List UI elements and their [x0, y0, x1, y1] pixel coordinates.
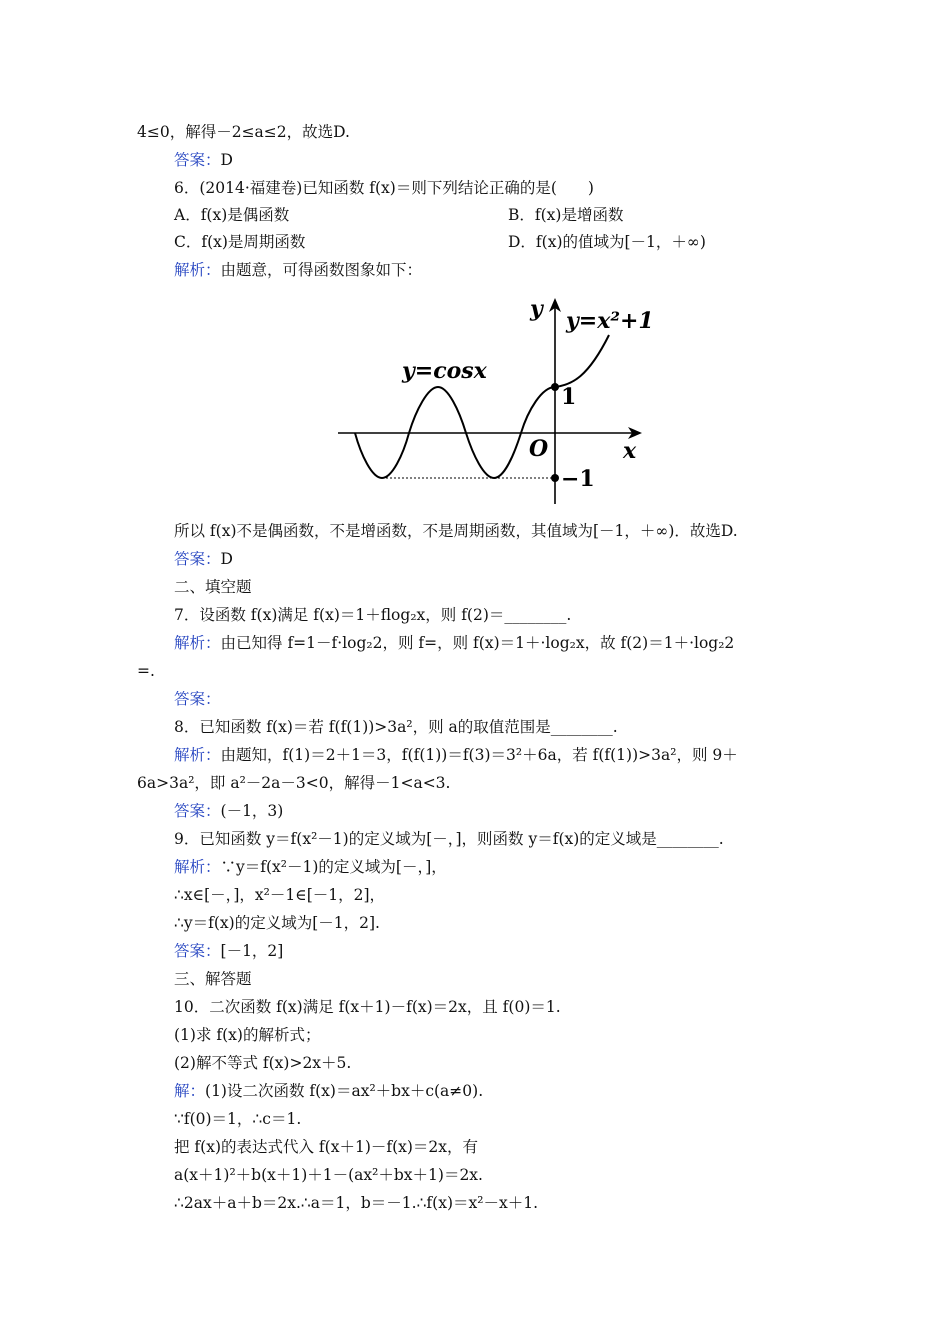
tick-neg-one-label: −1 [561, 466, 595, 492]
solution-continuation: 6a>3a²，即 a²－2a－3<0，解得－1<a<3. [137, 774, 451, 792]
solution-step: ∴2ax＋a＋b＝2x.∴a＝1，b＝－1.∴f(x)＝x²－x＋1. [174, 1194, 538, 1212]
option-d: D．f(x)的值域为[－1，＋∞) [508, 233, 706, 251]
solution-label: 解析： [174, 858, 221, 876]
option-c: C．f(x)是周期函数 [174, 233, 306, 251]
answer-label: 答案： [174, 802, 221, 820]
parabola-curve [555, 335, 609, 387]
solution-line [174, 260, 422, 280]
question-6: 6．(2014·福建卷)已知函数 f(x)＝则下列结论正确的是( ) [174, 179, 594, 197]
answer-label: 答案： [174, 550, 221, 568]
solution-line [174, 633, 734, 653]
cosine-label: y=cosx [402, 358, 487, 384]
x-axis-label: x [623, 438, 637, 464]
question-part-2: (2)解不等式 f(x)>2x＋5. [174, 1054, 352, 1072]
solution-step: ∴y＝f(x)的定义域为[－1，2]. [174, 914, 380, 932]
solution-text: (1)设二次函数 f(x)＝ax²＋bx＋c(a≠0). [205, 1082, 484, 1100]
origin-label: O [529, 436, 549, 462]
answer-line [174, 801, 283, 821]
solution-continuation: =. [137, 662, 155, 680]
solution-label: 解析： [174, 261, 221, 279]
y-axis-label: y [530, 296, 543, 322]
answer-label: 答案： [174, 942, 221, 960]
solution-line [174, 745, 738, 765]
question-8: 8．已知函数 f(x)＝若 f(f(1))>3a²，则 a的取值范围是________. [174, 718, 618, 736]
answer-line [174, 689, 221, 709]
answer-value: D [220, 151, 233, 169]
solution-line [174, 1081, 483, 1101]
solution-line [174, 857, 447, 877]
answer-value: (－1，3) [220, 802, 284, 820]
question-9: 9．已知函数 y＝f(x²－1)的定义域为[－，]，则函数 y＝f(x)的定义域是________. [174, 830, 724, 848]
answer-line [174, 941, 283, 961]
question-part-1: (1)求 f(x)的解析式； [174, 1026, 321, 1044]
answer-value: [－1，2] [220, 942, 284, 960]
answer-line [174, 549, 233, 569]
answer-value: D [220, 550, 233, 568]
solution-text: 由题意，可得函数图象如下： [220, 261, 423, 279]
solution-step: a(x＋1)²＋b(x＋1)＋1－(ax²＋bx＋1)＝2x. [174, 1166, 483, 1184]
solution-label: 解析： [174, 746, 221, 764]
solution-label: 解析： [174, 634, 221, 652]
point-one [551, 383, 559, 391]
solution-text: 由题知，f(1)＝2＋1＝3，f(f(1))＝f(3)＝3²＋6a，若 f(f(1))>3a²，则 9＋ [220, 746, 738, 764]
solution-conclusion: 所以 f(x)不是偶函数，不是增函数，不是周期函数，其值域为[－1，＋∞)．故选D. [174, 522, 738, 540]
solution-step: ∵f(0)＝1，∴c＝1. [174, 1110, 302, 1128]
parabola-label: y=x²+1 [566, 308, 654, 334]
solution-text: ∵y＝f(x²－1)的定义域为[－，]， [220, 858, 447, 876]
solution-step: ∴x∈[－，]，x²－1∈[－1，2]， [174, 886, 386, 904]
section-heading: 三、解答题 [174, 970, 252, 988]
answer-label: 答案： [174, 690, 221, 708]
option-a: A．f(x)是偶函数 [174, 206, 290, 224]
question-7: 7．设函数 f(x)满足 f(x)＝1＋flog₂x，则 f(2)＝________. [174, 606, 572, 624]
solution-label: 解： [174, 1082, 206, 1100]
answer-line [174, 150, 233, 170]
answer-label: 答案： [174, 151, 221, 169]
solution-text: 由已知得 f=1－f·log₂2，则 f=，则 f(x)＝1＋·log₂x，故 f(2)＝1＋·log₂2 [220, 634, 735, 652]
point-neg-one [551, 474, 559, 482]
question-10: 10．二次函数 f(x)满足 f(x＋1)－f(x)＝2x，且 f(0)＝1. [174, 998, 561, 1016]
function-graph [330, 292, 660, 507]
tick-one-label: 1 [561, 384, 577, 410]
option-b: B．f(x)是增函数 [508, 206, 624, 224]
text-line: 4≤0，解得－2≤a≤2，故选D. [137, 123, 350, 141]
solution-step: 把 f(x)的表达式代入 f(x＋1)－f(x)＝2x，有 [174, 1138, 479, 1156]
section-heading: 二、填空题 [174, 578, 252, 596]
